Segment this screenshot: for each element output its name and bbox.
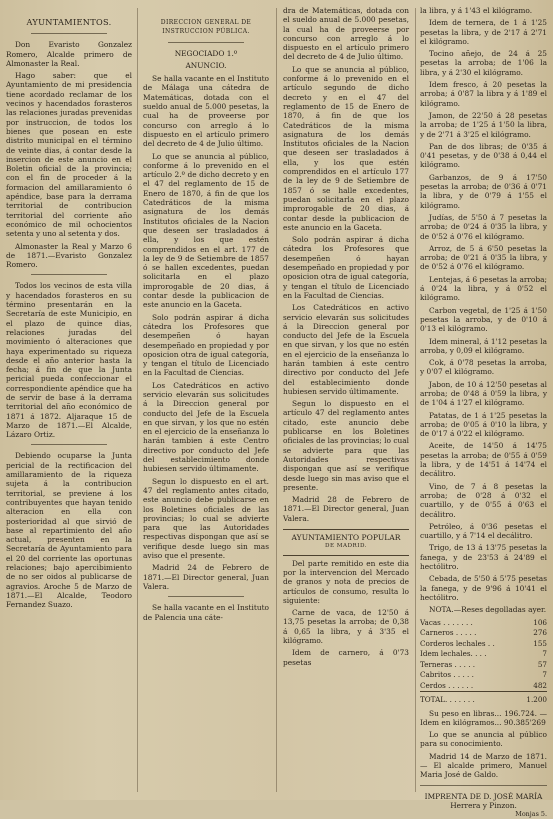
reses-row: [420, 670, 547, 681]
paragraph: Arroz, de 5 á 6'50 pesetas la arroba; de 0'21 á 0'35 la libra, y de 0'52 á 0'76 el kilógramo.: [420, 243, 547, 272]
ayuntamiento-title: AYUNTAMIENTO POPULAR: [291, 533, 401, 543]
paragraph: Carne de vaca, de 12'50 á 13,75 pesetas la arroba; de 0,38 á 0,65 la libra, y á 3'35 el kilógramo.: [283, 608, 409, 645]
paragraph: Solo podrán aspirar á dicha cátedra los Profesores que desempeñen ó hayan desempeñado en propiedad y por oposicion otra de igual categoría, y tengan el título de Licenciado en la Facultad de Ciencias.: [283, 235, 409, 300]
reses-label: Terneras . . . . .: [420, 659, 476, 669]
paragraph: Tocino añejo, de 24 á 25 pesetas la arroba; de 1'06 la libra, y á 2'30 el kilógramo.: [420, 49, 547, 77]
paragraph: Idem fresco, á 20 pesetas la arroba; á 0'87 la libra y á 1'89 el kilógramo.: [420, 80, 547, 108]
paragraph: Cok, á 0'78 pesetas la arroba, y 0'07 el kilógramo.: [420, 358, 547, 377]
madrid-subtitle: DE MADRID.: [324, 543, 368, 550]
paragraph: Se halla vacante en el Instituto de Palencia una cáte-: [143, 603, 269, 622]
paragraph: la libra, y á 1'43 el kilógramo.: [420, 6, 533, 15]
reses-label: Vacas . . . . . . .: [420, 617, 473, 627]
reses-value: 155: [533, 638, 547, 648]
reses-value: 7: [542, 670, 547, 680]
divider: [31, 33, 107, 34]
reses-value: 57: [537, 659, 547, 669]
paragraph: Se halla vacante en el Instituto de Málaga una cátedra de Matemáticas, dotada con el sueldo anual de 5.000 pesetas, la cual ha de proveerse por concurso con arreglo á lo dispuesto en el artículo primero del decreto de 4 de Julio último.: [143, 74, 269, 149]
paragraph: Solo podrán aspirar á dicha cátedra los Profesores que desempeñen ó hayan desempeñado en propiedad y por oposicion otra de igual categoría, y tengan el título de Licenciado en la Facultad de Ciencias.: [143, 312, 269, 378]
paragraph: Pan de dos libras; de 0'35 á 0'41 pesetas, y de 0'38 á 0,44 el kilógramo.: [420, 141, 547, 170]
reses-value: 106: [533, 617, 547, 627]
divider: [31, 444, 107, 445]
reses-row: [420, 681, 547, 692]
reses-total-row: [420, 692, 547, 706]
paragraph: Del parte remitido en este dia por la intervencion del Mercado de granos y nota de precios de artículos de consumo, resulta lo siguiente:: [283, 558, 409, 605]
imprenta-line: IMPRENTA DE D. JOSÉ MARÍA Herrera y Pinzon.: [424, 791, 543, 810]
reses-table: [420, 618, 547, 706]
paragraph: Carbon vegetal, de 1'25 á 1'50 pesetas la arroba, y de 0'10 á 0'13 el kilógramo.: [420, 305, 547, 334]
total-label: TOTAL. . . . . . .: [420, 695, 475, 705]
divider: [168, 42, 244, 43]
column-3: [283, 6, 409, 794]
nota-heading: NOTA.—Reses degolladas ayer.: [429, 605, 547, 615]
paragraph: Idem de ternera, de 1 á 1'25 pesetas la libra, y de 2'17 á 2'71 el kilógramo.: [420, 18, 547, 46]
column-1: [6, 6, 132, 794]
section-heading-ayuntamientos: AYUNTAMIENTOS.: [26, 17, 112, 27]
paragraph: Jabon, de 10 á 12'50 pesetas al arroba; de 0'48 á 0'59 la libra, y de 1'04 á 1'27 el kilógramo.: [420, 379, 547, 408]
paragraph: Idem de carnero, á 0'73 pesetas: [283, 648, 409, 667]
reses-value: 276: [533, 628, 547, 638]
paragraph: Jamon, de 22'50 á 28 pesetas la arroba; de 1'25 á 1'50 la libra, y de 2'71 á 3'25 el kilógramo.: [420, 110, 547, 139]
anuncio-heading: ANUNCIO.: [185, 60, 227, 70]
reses-row: [420, 639, 547, 650]
paragraph: Los Catedráticos en activo servicio elevarán sus solicitudes á la Direccion general por conducto del Jefe de la Escuela en que sirvan, y los que no estén en el ejercicio de la enseñanza lo harán tambien á este centro directivo por conducto del Jefe del establecimiento donde hubiesen servido últimamente.: [283, 303, 409, 396]
paragraph: Los Catedráticos en activo servicio elevarán sus solicitudes á la Direccion general por conducto del Jefe de la Escuela en que sirvan, y los que no estén en el ejercicio de la enseñanza lo harán tambien á este Centro directivo por conducto del Jefe del establecimiento donde hubiesen servido últimamente.: [143, 380, 269, 474]
reses-value: 482: [533, 680, 547, 690]
paragraph: Segun lo dispuesto en el artículo 47 del reglamento antes citado, este anuncio debe publicarse en los Boletines oficiales de las provincias; lo cual se advierte para que las Autoridades respectivas dispongan que así se verifique desde luego sin mas aviso que el presente.: [283, 399, 409, 492]
negociado-heading: NEGOCIADO 1.º: [174, 48, 238, 58]
reses-row: [420, 649, 547, 660]
paragraph: Petróleo, á 0'36 pesetas el cuartillo, y á 7'14 el decálitro.: [420, 521, 547, 541]
reses-label: Cabritos . . . . .: [420, 670, 474, 680]
paragraph: dra de Matemáticas, dotada con el sueldo anual de 5.000 pesetas, la cual ha de proveerse por concurso con arreglo á lo dispuesto en el artículo primero del decreto de 4 de Julio último.: [283, 6, 409, 62]
imprenta-address: Monjas 5.: [515, 810, 547, 819]
reses-row: [420, 628, 547, 639]
paragraph: Hago saber: que el Ayuntamiento de mi presidencia tiene acordado reclamar de los vecinos y hacendados forasteros las relaciones juradas prevenidas por instruccion, de todos los bienes que posean en este distrito municipal en el término de veinte dias, á contar desde la insercion de este anuncio en el Boletin oficial de la provincia; con el fin de proceder á la formacion del amillaramiento ó apéndice, base para la derrama territorial de contribucion territorial del corriente año económico de mil ochocientos setenta y uno al setenta y dos.: [6, 71, 132, 239]
section-heading-ayuntamiento-popular: [283, 529, 409, 556]
divider: [420, 785, 547, 786]
paragraph: Lo que se anuncia al público, conforme á lo prevenido en el artículo segundo de dicho decreto y en el 47 del reglamento de 15 de Enero de 1870, á fin de que los Catedráticos de la misma asignatura de los demás Institutos oficiales de la Nacion que deseen ser trasladados á ella, y los que estén comprendidos en el artículo 177 de la ley de 9 de Setiembre de 1857 ó se halle excedentes, puedan solicitarla en el plazo improrogable de 20 dias, á contar desde la publicacion de este anuncio en la Gaceta.: [283, 64, 409, 232]
reses-label: Cerdos . . . . . .: [420, 680, 474, 690]
divider: [168, 596, 244, 597]
paragraph: Lo que se anuncia al público, conforme á lo prevenido en el artículo 2.º de dicho decreto y en el 47 del reglamento de 15 de Enero de 1870, á fin de que los Catedráticos de la misma asignatura de los demás Institutos oficiales de la Nacion que deseen ser trasladados á ella, y los que estén comprendidos en el art. 177 de la ley de 9 de Setiembre de 1857 ó se hallen excedentes, puedan solicitarla en el plazo improrogable de 20 dias, á contar desde la publicacion de este anuncio en la Gaceta.: [143, 151, 269, 310]
divider: [31, 274, 107, 275]
paragraph: Trigo, de 13 á 13'75 pesetas la fanega, y de 23'53 á 24'89 el hectólitro.: [420, 543, 547, 572]
paragraph: Todos los vecinos de esta villa y hacendados forasteros en su término presentarán en la Secretaría de este Municipio, en el plazo de quince dias, relaciones juradas del movimiento ó alteraciones que haya experimentado su riqueza desde el año anterior hasta la fecha; á fin de que la Junta pericial pueda confeccionar el correspondiente apéndice que ha de servir de base á la derrama territorial del año económico de 1871 á 1872. Aljaraque 15 de Marzo de 1871.—El Alcalde, Lázaro Ortiz.: [6, 281, 132, 440]
paragraph: Lentejas, á 6 pesetas la arroba; á 0'24 la libra, y á 0'52 el kilógramo.: [420, 274, 547, 303]
column-4: [420, 6, 547, 819]
column-2: [143, 6, 269, 794]
paragraph: Idem mineral, á 1'12 pesetas la arroba, y 0,09 el kilógramo.: [420, 336, 547, 355]
column-rule: [137, 8, 138, 792]
paragraph: Madrid 24 de Febrero de 1871.—El Director general, Juan Valera.: [143, 563, 269, 591]
paragraph: Garbanzos, de 9 á 17'50 pesetas la arroba; de 0'36 á 0'71 la libra, y de 0'79 á 1'55 el kilógramo.: [420, 172, 547, 210]
paragraph: Debiendo ocuparse la Junta pericial de la rectificacion del amillaramiento de la riqueza sujeta á la contribucion territorial, se previene á los contribuyentes que hayan tenido alteracion en ella con posterioridad al que sirvió de base al repartimiento del año actual, presenten en la Secretaría de Ayuntamiento para el 20 del corriente las oportunas relaciones; bajo apercibimiento de no ser oidos al publicarse de agravios. Aroche 5 de Marzo de 1871.—El Alcalde, Teodoro Fernandez Suazo.: [6, 451, 132, 610]
paragraph: Almonaster la Real y Marzo 6 de 1871.—Evaristo Gonzalez Romero.: [6, 241, 132, 270]
reses-value: 7: [542, 649, 547, 659]
column-rule: [276, 8, 277, 792]
paragraph: Vino, de 7 á 8 pesetas la arroba; de 0'28 á 0'32 el cuartillo, y de 0'55 á 0'63 el decálitro.: [420, 481, 547, 519]
reses-label: Idem lechales. . . .: [420, 649, 487, 659]
reses-row: [420, 618, 547, 629]
column-rule: [415, 8, 416, 792]
reses-label: Carneros . . . . .: [420, 628, 477, 638]
paragraph: Madrid 28 de Febrero de 1871.—El Director general, Juan Valera.: [283, 495, 409, 523]
paragraph: Segun lo dispuesto en el art. 47 del reglamento antes citado, este anuncio debe publicarse en los Boletines oficiales de las provincias; lo cual se advierte para que las Autoridades respectivas dispongan que así se verifique desde luego sin mas aviso que el presente.: [143, 476, 269, 561]
paragraph: Madrid 14 de Marzo de 1871. — El alcalde primero, Manuel Maria José de Galdo.: [420, 751, 547, 780]
reses-label: Corderos lechales . .: [420, 638, 495, 648]
paragraph: Su peso en libras... 196.724. — Idem en kilógramos... 90.385'269: [420, 708, 547, 727]
section-heading-direccion: DIRECCION GENERAL DE INSTRUCCION PÚBLICA.: [160, 19, 252, 36]
paragraph: Don Evaristo Gonzalez Romero, Alcalde primero de Almonaster la Real.: [6, 40, 132, 68]
paragraph: Aceite, de 14'50 á 14'75 pesetas la arroba; de 0'55 á 0'59 la libra, y de 14'51 á 14'74 el decálitro.: [420, 441, 547, 479]
paragraph: Patatas, de 1 á 1'25 pesetas la arroba; de 0'05 á 0'10 la libra, y de 0'17 á 0'22 el kilógramo.: [420, 410, 547, 439]
paragraph: Judías, de 5'50 á 7 pesetas la arroba; de 0'24 á 0'35 la libra, y de 0'52 á 0'76 el kilógramo.: [420, 212, 547, 241]
paragraph: Lo que se anuncia al público para su conocimiento.: [420, 730, 547, 749]
total-value: 1.200: [526, 695, 547, 705]
paragraph: Cebada, de 5'50 á 5'75 pesetas la fanega, y de 9'96 á 10'41 el hectólitro.: [420, 574, 547, 602]
reses-row: [420, 660, 547, 671]
